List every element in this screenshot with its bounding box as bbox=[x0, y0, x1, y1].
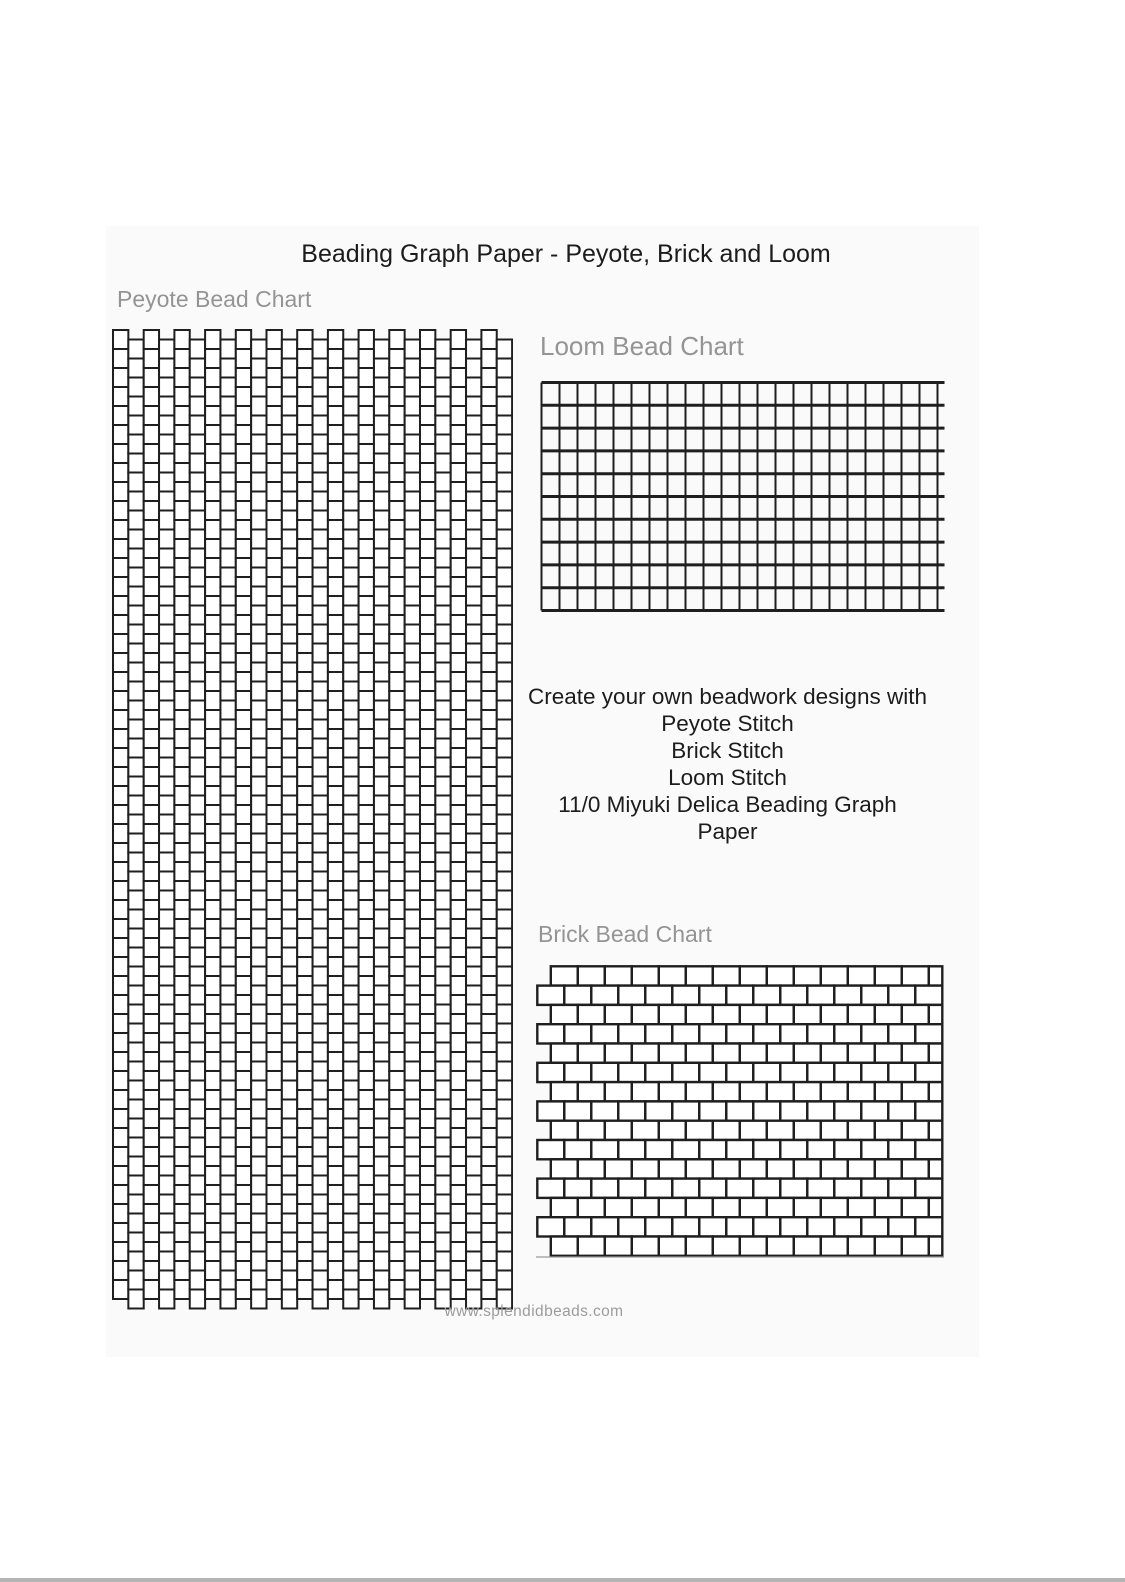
description-text bbox=[520, 683, 935, 845]
description-line: Brick Stitch bbox=[671, 738, 784, 763]
page-title: Beading Graph Paper - Peyote, Brick and Loom bbox=[301, 240, 831, 268]
description-line: 11/0 Miyuki Delica Beading Graph bbox=[558, 792, 897, 817]
bottom-divider bbox=[0, 1578, 1125, 1582]
description-line: Peyote Stitch bbox=[661, 711, 794, 736]
description-line: Create your own beadwork designs with bbox=[528, 684, 927, 709]
loom-bead-grid bbox=[540, 381, 947, 613]
brick-chart-label: Brick Bead Chart bbox=[538, 921, 712, 947]
peyote-chart-label: Peyote Bead Chart bbox=[117, 286, 312, 312]
peyote-bead-grid bbox=[112, 329, 513, 1310]
description-line: Loom Stitch bbox=[668, 765, 787, 790]
description-line: Paper bbox=[697, 819, 758, 844]
loom-chart-label: Loom Bead Chart bbox=[540, 331, 744, 361]
brick-bead-grid bbox=[536, 965, 944, 1260]
footer-url: www.splendidbeads.com bbox=[444, 1303, 624, 1320]
